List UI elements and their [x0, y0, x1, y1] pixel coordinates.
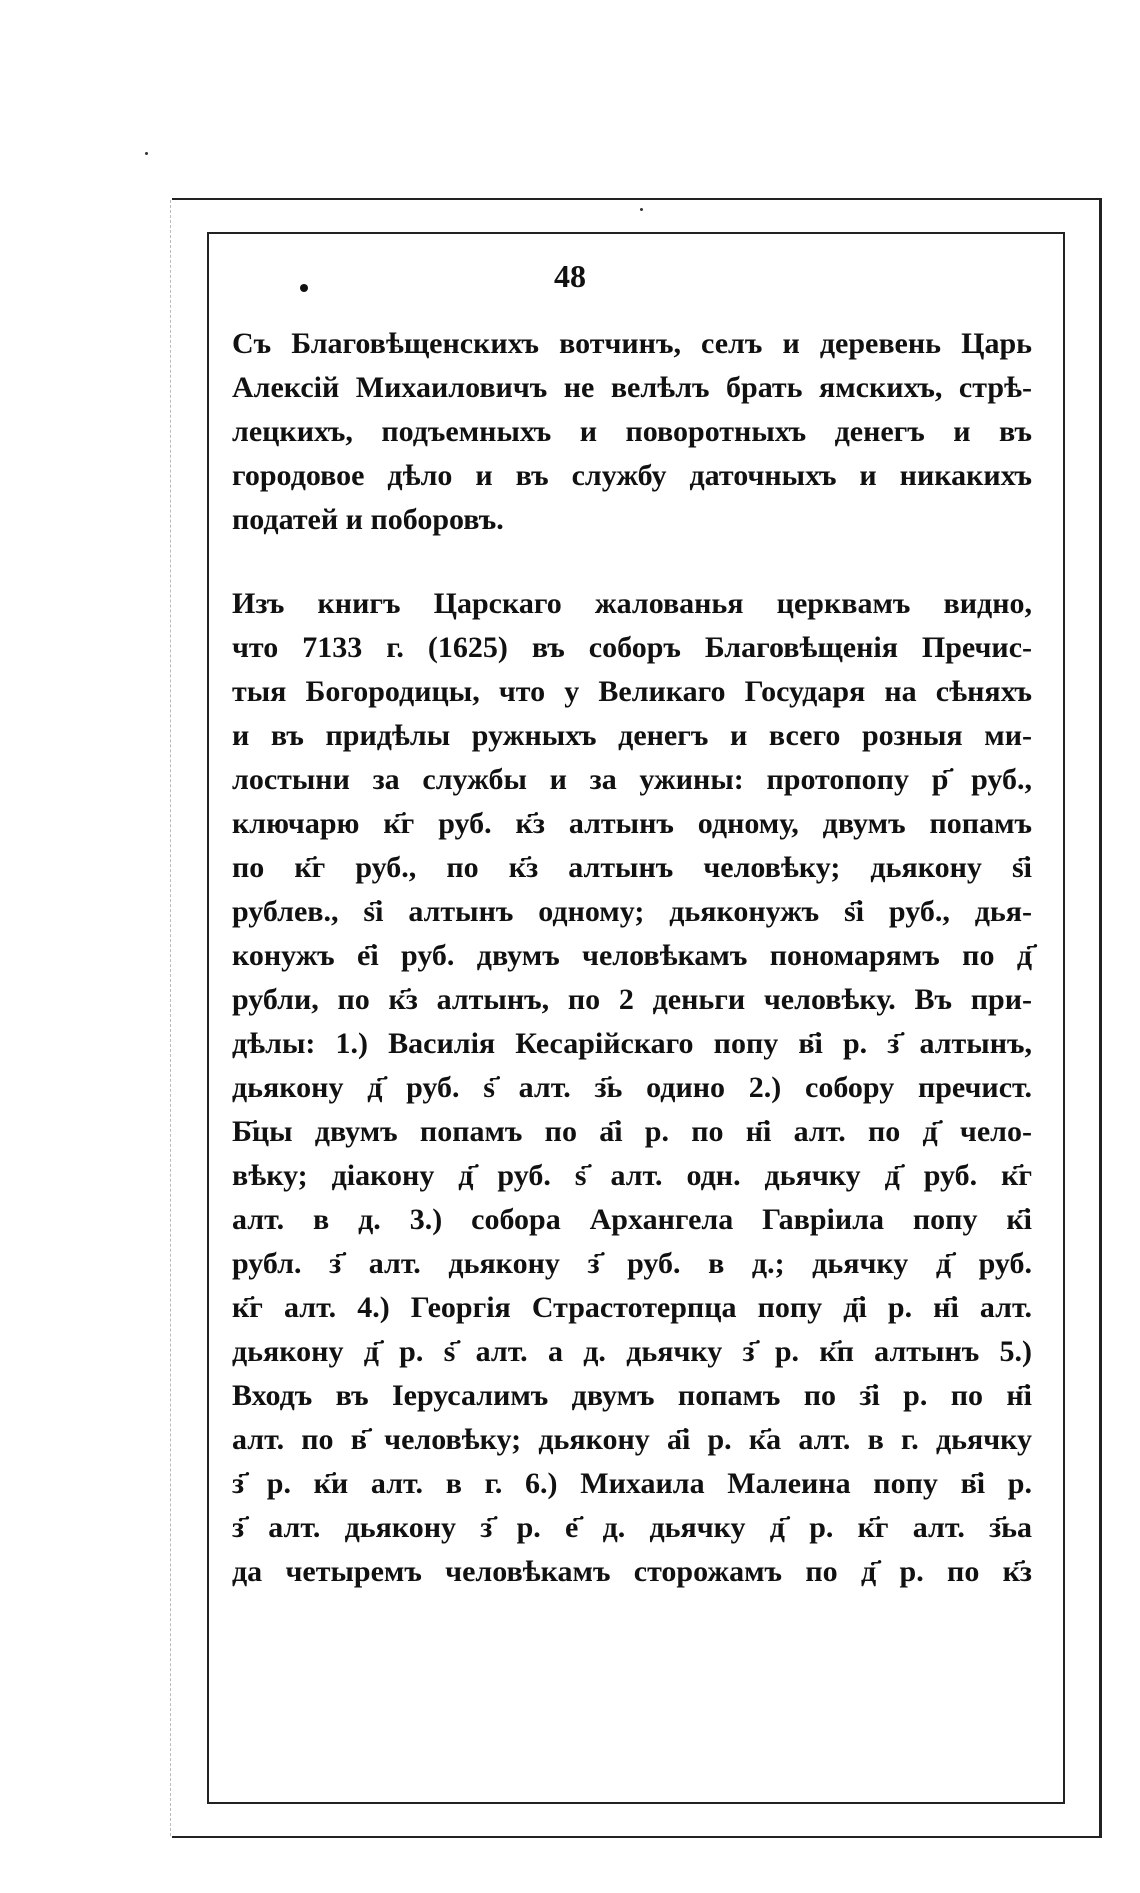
text-line: тыя Богородицы, что у Великаго Государя на сѣняхъ [232, 675, 1032, 708]
text-line: дьякону д҃ руб. ѕ҃ алт. з҃ь одино 2.) собору пречист. [232, 1071, 1032, 1104]
text-line: конужъ е҃і руб. двумъ человѣкамъ пономарямъ по д҃ [232, 939, 1032, 972]
text-line: Алексій Михаиловичъ не велѣлъ брать ямскихъ, стрѣ- [232, 371, 1032, 404]
text-line: лецкихъ, подъемныхъ и поворотныхъ денегъ и въ [232, 415, 1032, 448]
text-line: городовое дѣло и въ службу даточныхъ и никакихъ [232, 459, 1032, 492]
text-line: к҃г алт. 4.) Георгія Страстотерпца попу д҃і р. н҃і алт. [232, 1291, 1032, 1324]
text-line: з҃ р. к҃и алт. в г. 6.) Михаила Малеина попу в҃і р. [232, 1467, 1032, 1500]
text-line: з҃ алт. дьякону з҃ р. е҃ д. дьячку д҃ р. к҃г алт. з҃ьа [232, 1511, 1032, 1544]
text-line: ключарю к҃г руб. к҃з алтынъ одному, двумъ попамъ [232, 807, 1032, 840]
text-line: лостыни за службы и за ужины: протопопу р҃ руб., [232, 763, 1032, 796]
text-line: дѣлы: 1.) Василія Кесарійскаго попу в҃і р. з҃ алтынъ, [232, 1027, 1032, 1060]
text-line: алт. по в҃ человѣку; дьякону а҃і р. к҃а алт. в г. дьячку [232, 1423, 1032, 1456]
paragraph-1 [232, 322, 1032, 542]
page-number: 48 [554, 258, 586, 294]
paragraph-2 [232, 582, 1032, 1594]
paper-speck [145, 152, 148, 155]
text-line: рубл. з҃ алт. дьякону з҃ руб. в д.; дьячку д҃ руб. [232, 1247, 1032, 1280]
text-line: Изъ книгъ Царскаго жалованья церквамъ видно, [232, 587, 1032, 620]
text-line: Входъ въ Іерусалимъ двумъ попамъ по з҃і р. по н҃і [232, 1379, 1032, 1412]
text-line: алт. в д. 3.) собора Архангела Гавріила попу к҃і [232, 1203, 1032, 1236]
text-line: рубли, по к҃з алтынъ, по 2 деньги человѣку. Въ при- [232, 983, 1032, 1016]
text-line: что 7133 г. (1625) въ соборъ Благовѣщенія Пречис- [232, 631, 1032, 664]
text-line: да четыремъ человѣкамъ сторожамъ по д҃ р. по к҃з [232, 1555, 1032, 1588]
text-line: рублев., ѕ҃і алтынъ одному; дьяконужъ ѕ҃і руб., дья- [232, 895, 1032, 928]
text-line: по к҃г руб., по к҃з алтынъ человѣку; дьякону ѕ҃і [232, 851, 1032, 884]
text-line: податей и поборовъ. [232, 503, 504, 536]
text-line: дьякону д҃ р. ѕ҃ алт. а д. дьячку з҃ р. к҃п алтынъ 5.) [232, 1335, 1032, 1368]
text-line: Съ Благовѣщенскихъ вотчинъ, селъ и деревень Царь [232, 327, 1032, 360]
text-line: Б҃цы двумъ попамъ по а҃і р. по н҃і алт. по д҃ чело- [232, 1115, 1032, 1148]
text-line: и въ придѣлы ружныхъ денегъ и всего розныя ми- [232, 719, 1032, 752]
text-line: вѣку; діакону д҃ руб. ѕ҃ алт. одн. дьячку д҃ руб. к҃г [232, 1159, 1032, 1192]
